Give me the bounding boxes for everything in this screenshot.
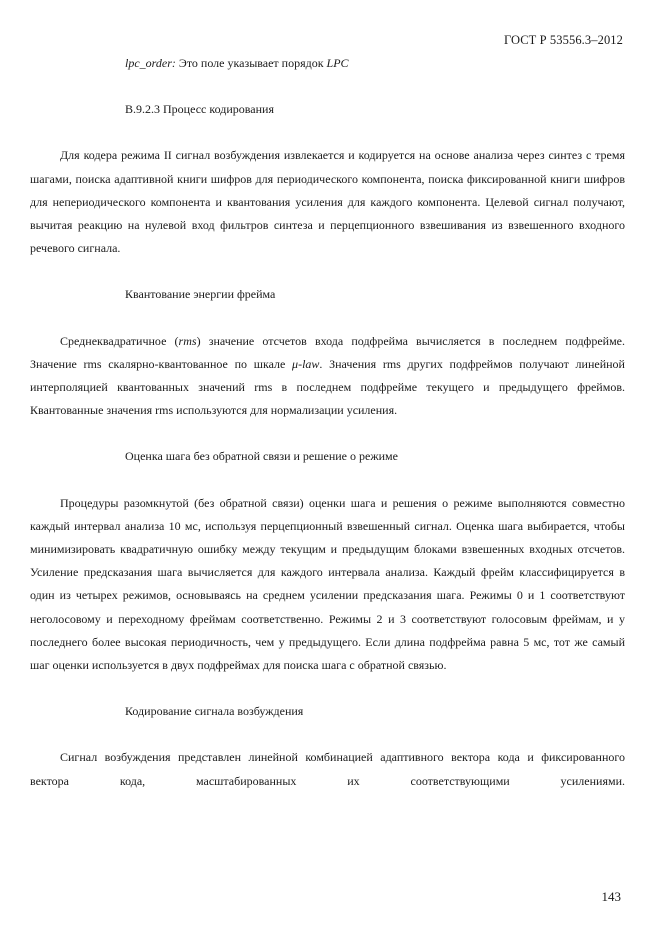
page-number: 143	[601, 889, 621, 904]
rms-term: rms	[178, 333, 197, 348]
paragraph-excitation: Сигнал возбуждения представлен линейной комбинацией адаптивного вектора кода и фиксированного вектора кода, масштабированных их соответствующими усилениями.	[30, 750, 625, 788]
rms-text-a: Среднеквадратичное (	[60, 333, 179, 348]
paragraph-encoding: Для кодера режима II сигнал возбуждения извлекается и кодируется на основе анализа через синтез с тремя шагами, поиска адаптивной книги шифров для периодического компонента, поиска фиксированной книги шифров для непериодического компонента и квантования усиления для каждого компонента. Целевой сигнал получают, вычитая реакцию на нулевой вход фильтров синтеза и перцепционного взвешивания из взвешенного входного речевого сигнала.	[30, 148, 625, 256]
page-content	[30, 52, 626, 793]
lpc-term: LPC	[326, 56, 349, 70]
subheading-pitch-mode: Оценка шага без обратной связи и решение о режиме	[125, 449, 398, 464]
subheading-frame-energy: Квантование энергии фрейма	[125, 287, 276, 302]
intro-text: Это поле указывает порядок	[175, 56, 327, 70]
section-title: В.9.2.3 Процесс кодирования	[125, 102, 274, 117]
paragraph-rms	[30, 330, 625, 423]
rms-text-c: . Значения rms других подфреймов получают линейной интерполяцией квантованных значений rms в последнем подфрейме текущего и предыдущего фреймов. Квантованные значения rms используются для нормализации усиления.	[30, 356, 625, 418]
subheading-excitation: Кодирование сигнала возбуждения	[125, 704, 304, 719]
paragraph-pitch: Процедуры разомкнутой (без обратной связи) оценки шага и решения о режиме выполняются совместно каждый интервал анализа 10 мс, используя перцепционный взвешенный сигнал. Оценка шага выбирается, чтобы минимизировать квадратичную ошибку между текущим и предыдущим блоками взвешенных входных отсчетов. Усиление предсказания шага вычисляется для каждого интервала анализа. Каждый фрейм классифицируется в один из четырех режимов, основываясь на среднем усилении предсказания шага. Режимы 0 и 1 соответствуют неголосовому и переходному фреймам соответственно. Режимы 2 и 3 соответствуют голосовым фреймам, и у последнего более высокая периодичность, чем у предыдущего. Если длина подфрейма равна 5 мс, тот же самый шаг оценки используется в двух подфреймах для поиска шага с обратной связью.	[30, 495, 625, 673]
intro-line	[125, 52, 625, 75]
mulaw-term: μ-law	[292, 356, 320, 371]
field-name: lpc_order:	[125, 56, 176, 70]
document-standard-header: ГОСТ Р 53556.3–2012	[503, 33, 623, 47]
rms-text-b: ) значение отсчетов входа подфрейма вычисляется в последнем подфрейме. Значение rms скалярно-квантованное по шкале	[30, 333, 626, 371]
